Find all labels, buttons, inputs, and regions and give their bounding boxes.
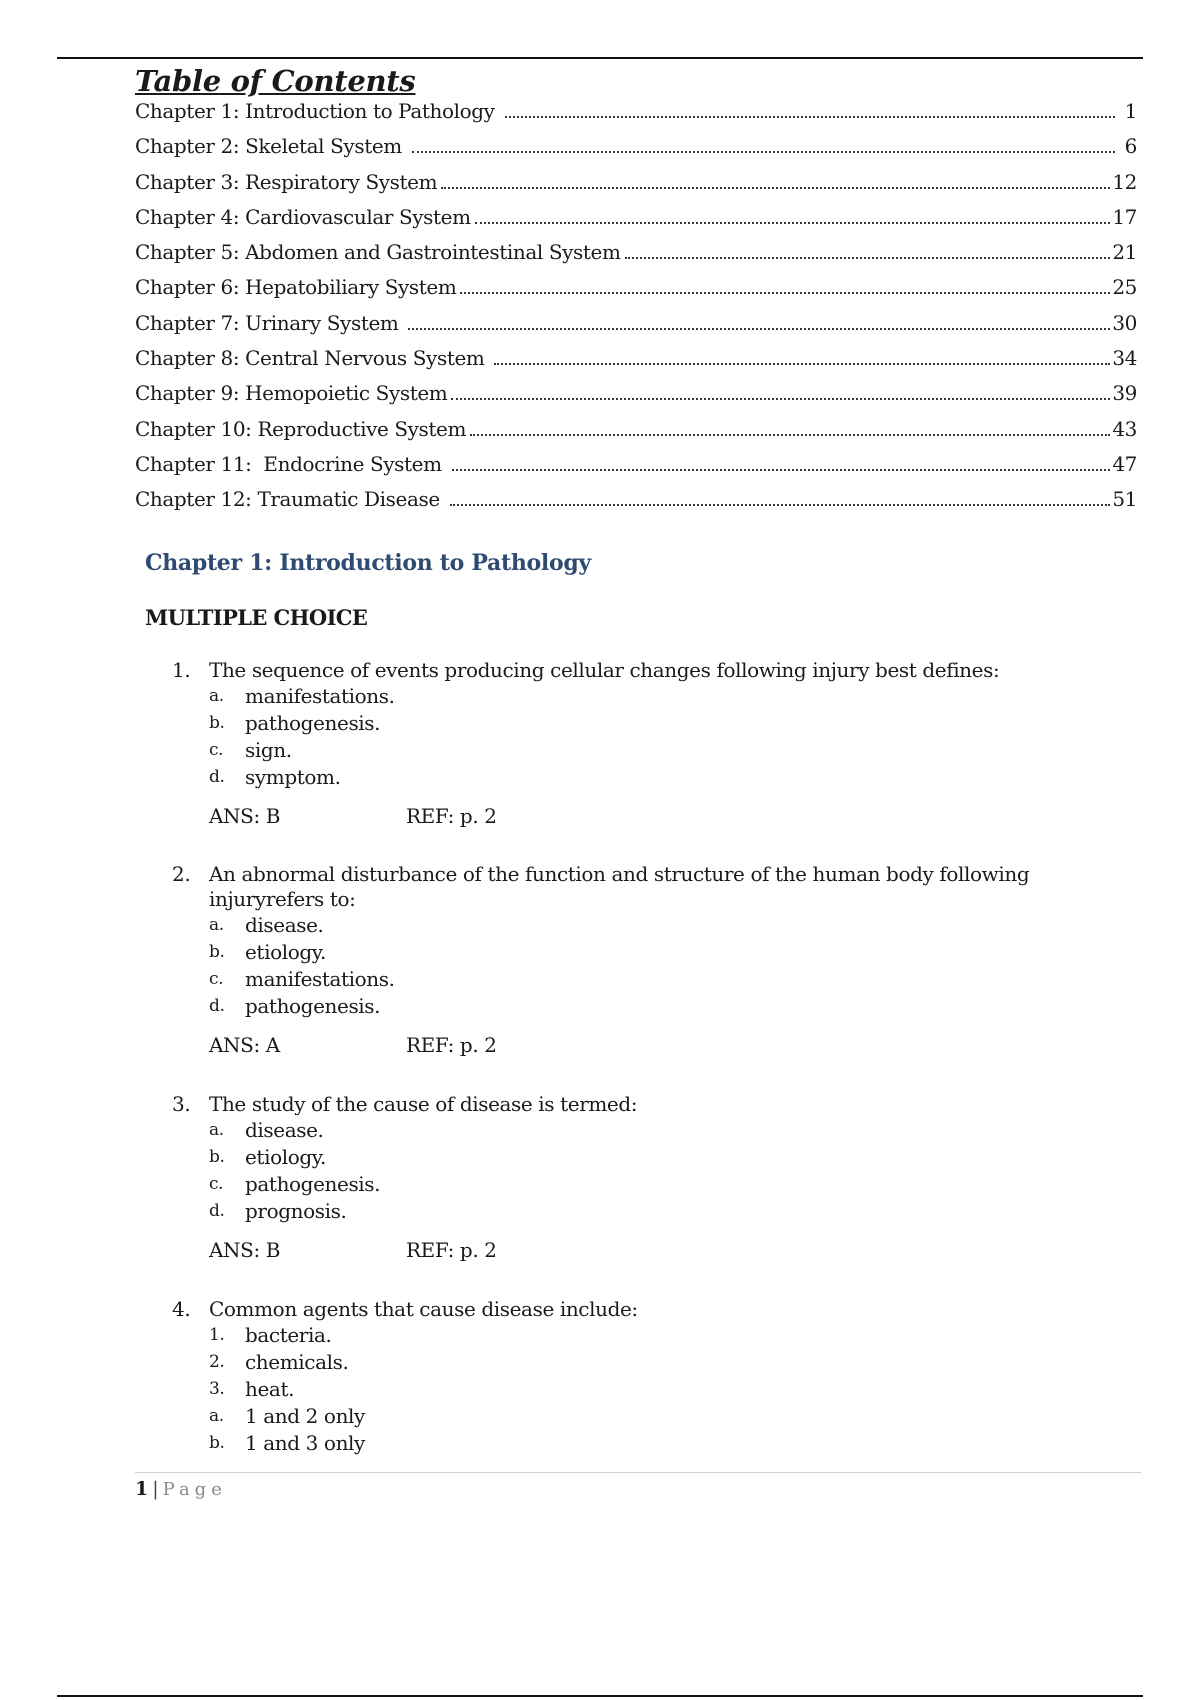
toc-entry-label: Chapter 7: Urinary System	[135, 310, 405, 335]
reference-value: REF: p. 2	[406, 1033, 497, 1057]
toc-entry[interactable]	[135, 205, 1137, 240]
toc-entry-label: Chapter 4: Cardiovascular System	[135, 204, 471, 229]
toc-entry-label: Chapter 5: Abdomen and Gastrointestinal System	[135, 240, 621, 265]
toc-entry[interactable]	[135, 170, 1137, 205]
toc-leader-dots	[441, 186, 1110, 189]
question-number: 1.	[172, 658, 191, 682]
toc-entry-label: Chapter 8: Central Nervous System	[135, 346, 491, 371]
answer-option	[209, 1198, 1072, 1225]
answer-option	[209, 1403, 1072, 1430]
toc-entry-page: 6	[1124, 134, 1137, 159]
option-letter: 1.	[209, 1325, 225, 1345]
answer-option	[209, 683, 1072, 710]
option-text: pathogenesis.	[245, 711, 381, 735]
answer-option	[209, 993, 1072, 1020]
option-letter: b.	[209, 942, 225, 962]
toc-leader-dots	[460, 291, 1110, 294]
option-text: 1 and 2 only	[245, 1404, 365, 1428]
option-text: pathogenesis.	[245, 994, 381, 1018]
answer-key	[209, 803, 1072, 830]
answer-option	[209, 1144, 1072, 1171]
top-rule	[57, 57, 1143, 59]
toc-entry[interactable]	[135, 240, 1137, 275]
option-text: chemicals.	[245, 1350, 349, 1374]
toc-entry-page: 25	[1112, 275, 1137, 300]
option-text: etiology.	[245, 940, 326, 964]
answer-option	[209, 1117, 1072, 1144]
toc-entry-page: 21	[1112, 240, 1137, 265]
toc-entry-label: Chapter 1: Introduction to Pathology	[135, 99, 501, 123]
toc-entry[interactable]	[135, 417, 1137, 452]
toc-entry-page: 43	[1112, 416, 1137, 441]
toc-entry-page: 39	[1112, 381, 1137, 406]
question-2	[172, 862, 1072, 1059]
chapter-heading: Chapter 1: Introduction to Pathology	[145, 550, 591, 576]
question-text: Common agents that cause disease include:	[209, 1297, 638, 1321]
option-letter: d.	[209, 996, 225, 1016]
toc-leader-dots	[470, 433, 1110, 436]
toc-entry[interactable]	[135, 487, 1137, 522]
option-text: disease.	[245, 1118, 324, 1142]
toc-leader-dots	[452, 468, 1111, 471]
toc-entry[interactable]	[135, 346, 1137, 381]
option-letter: b.	[209, 713, 225, 733]
option-text: heat.	[245, 1377, 295, 1401]
question-text: The sequence of events producing cellular changes following injury best defines:	[209, 658, 1000, 682]
answer-value: ANS: B	[209, 804, 281, 828]
option-text: sign.	[245, 738, 292, 762]
toc-entry-page: 47	[1112, 451, 1137, 476]
footer-page-number: 1	[135, 1478, 149, 1500]
question-4	[172, 1297, 1072, 1457]
option-letter: a.	[209, 686, 224, 706]
answer-option	[209, 1171, 1072, 1198]
answer-option	[209, 939, 1072, 966]
reference-value: REF: p. 2	[406, 804, 497, 828]
toc-entry-label: Chapter 6: Hepatobiliary System	[135, 275, 457, 300]
answer-value: ANS: B	[209, 1238, 281, 1262]
toc-leader-dots	[494, 362, 1110, 365]
table-of-contents	[135, 63, 1137, 523]
option-text: manifestations.	[245, 967, 395, 991]
option-letter: c.	[209, 740, 224, 760]
option-text: manifestations.	[245, 684, 395, 708]
footer-separator: |	[152, 1478, 159, 1500]
toc-entry-label: Chapter 11: Endocrine System	[135, 451, 448, 476]
toc-entry-page: 30	[1112, 310, 1137, 335]
section-heading: MULTIPLE CHOICE	[145, 605, 368, 630]
option-letter: 2.	[209, 1352, 225, 1372]
toc-entry[interactable]	[135, 311, 1137, 346]
answer-option	[209, 1322, 1072, 1349]
answer-key	[209, 1032, 1072, 1059]
toc-entry[interactable]	[135, 134, 1137, 169]
toc-entry[interactable]	[135, 99, 1137, 134]
question-number: 3.	[172, 1092, 191, 1116]
answer-option	[209, 966, 1072, 993]
option-letter: b.	[209, 1147, 225, 1167]
toc-title: Table of Contents	[135, 64, 416, 98]
answer-option	[209, 912, 1072, 939]
toc-entry-page: 17	[1112, 204, 1137, 229]
answer-option	[209, 1349, 1072, 1376]
toc-leader-dots	[475, 221, 1111, 224]
question-number: 2.	[172, 862, 191, 886]
reference-value: REF: p. 2	[406, 1238, 497, 1262]
question-number: 4.	[172, 1297, 191, 1321]
option-text: disease.	[245, 913, 324, 937]
option-letter: a.	[209, 915, 224, 935]
footer-rule	[135, 1472, 1141, 1473]
footer-page-label: Page	[162, 1479, 227, 1500]
option-text: prognosis.	[245, 1199, 347, 1223]
option-text: symptom.	[245, 765, 341, 789]
toc-leader-dots	[451, 397, 1110, 400]
toc-entry[interactable]	[135, 452, 1137, 487]
toc-entry-label: Chapter 2: Skeletal System	[135, 134, 408, 159]
answer-option	[209, 1376, 1072, 1403]
toc-entry-label: Chapter 9: Hemopoietic System	[135, 381, 448, 406]
toc-entry-label: Chapter 3: Respiratory System	[135, 169, 438, 194]
option-text: bacteria.	[245, 1323, 332, 1347]
option-letter: b.	[209, 1433, 225, 1453]
answer-value: ANS: A	[209, 1033, 280, 1057]
toc-entry-page: 34	[1112, 346, 1137, 371]
toc-entry[interactable]	[135, 381, 1137, 416]
toc-leader-dots	[450, 503, 1111, 506]
answer-option	[209, 764, 1072, 791]
option-letter: c.	[209, 969, 224, 989]
answer-option	[209, 710, 1072, 737]
option-letter: a.	[209, 1120, 224, 1140]
option-letter: d.	[209, 767, 225, 787]
toc-entry[interactable]	[135, 275, 1137, 310]
question-1	[172, 658, 1072, 830]
toc-entry-page: 12	[1112, 169, 1137, 194]
bottom-rule	[57, 1695, 1143, 1697]
question-text: The study of the cause of disease is termed:	[209, 1092, 638, 1116]
option-text: pathogenesis.	[245, 1172, 381, 1196]
option-letter: d.	[209, 1201, 225, 1221]
option-text: etiology.	[245, 1145, 326, 1169]
option-letter: a.	[209, 1406, 224, 1426]
answer-option	[209, 1430, 1072, 1457]
option-letter: 3.	[209, 1379, 225, 1399]
answer-option	[209, 737, 1072, 764]
toc-entry-page: 51	[1112, 487, 1137, 512]
toc-entry-label: Chapter 10: Reproductive System	[135, 416, 467, 441]
toc-entry-label: Chapter 12: Traumatic Disease	[135, 487, 446, 512]
question-3	[172, 1092, 1072, 1264]
question-text: An abnormal disturbance of the function and structure of the human body following injuryrefers to:	[209, 862, 1030, 911]
page-footer	[135, 1478, 227, 1500]
toc-leader-dots	[412, 150, 1115, 153]
toc-leader-dots	[505, 115, 1115, 118]
toc-entry-page: 1	[1124, 99, 1137, 123]
toc-leader-dots	[625, 256, 1111, 259]
option-text: 1 and 3 only	[245, 1431, 365, 1455]
option-letter: c.	[209, 1174, 224, 1194]
toc-leader-dots	[408, 327, 1110, 330]
answer-key	[209, 1237, 1072, 1264]
